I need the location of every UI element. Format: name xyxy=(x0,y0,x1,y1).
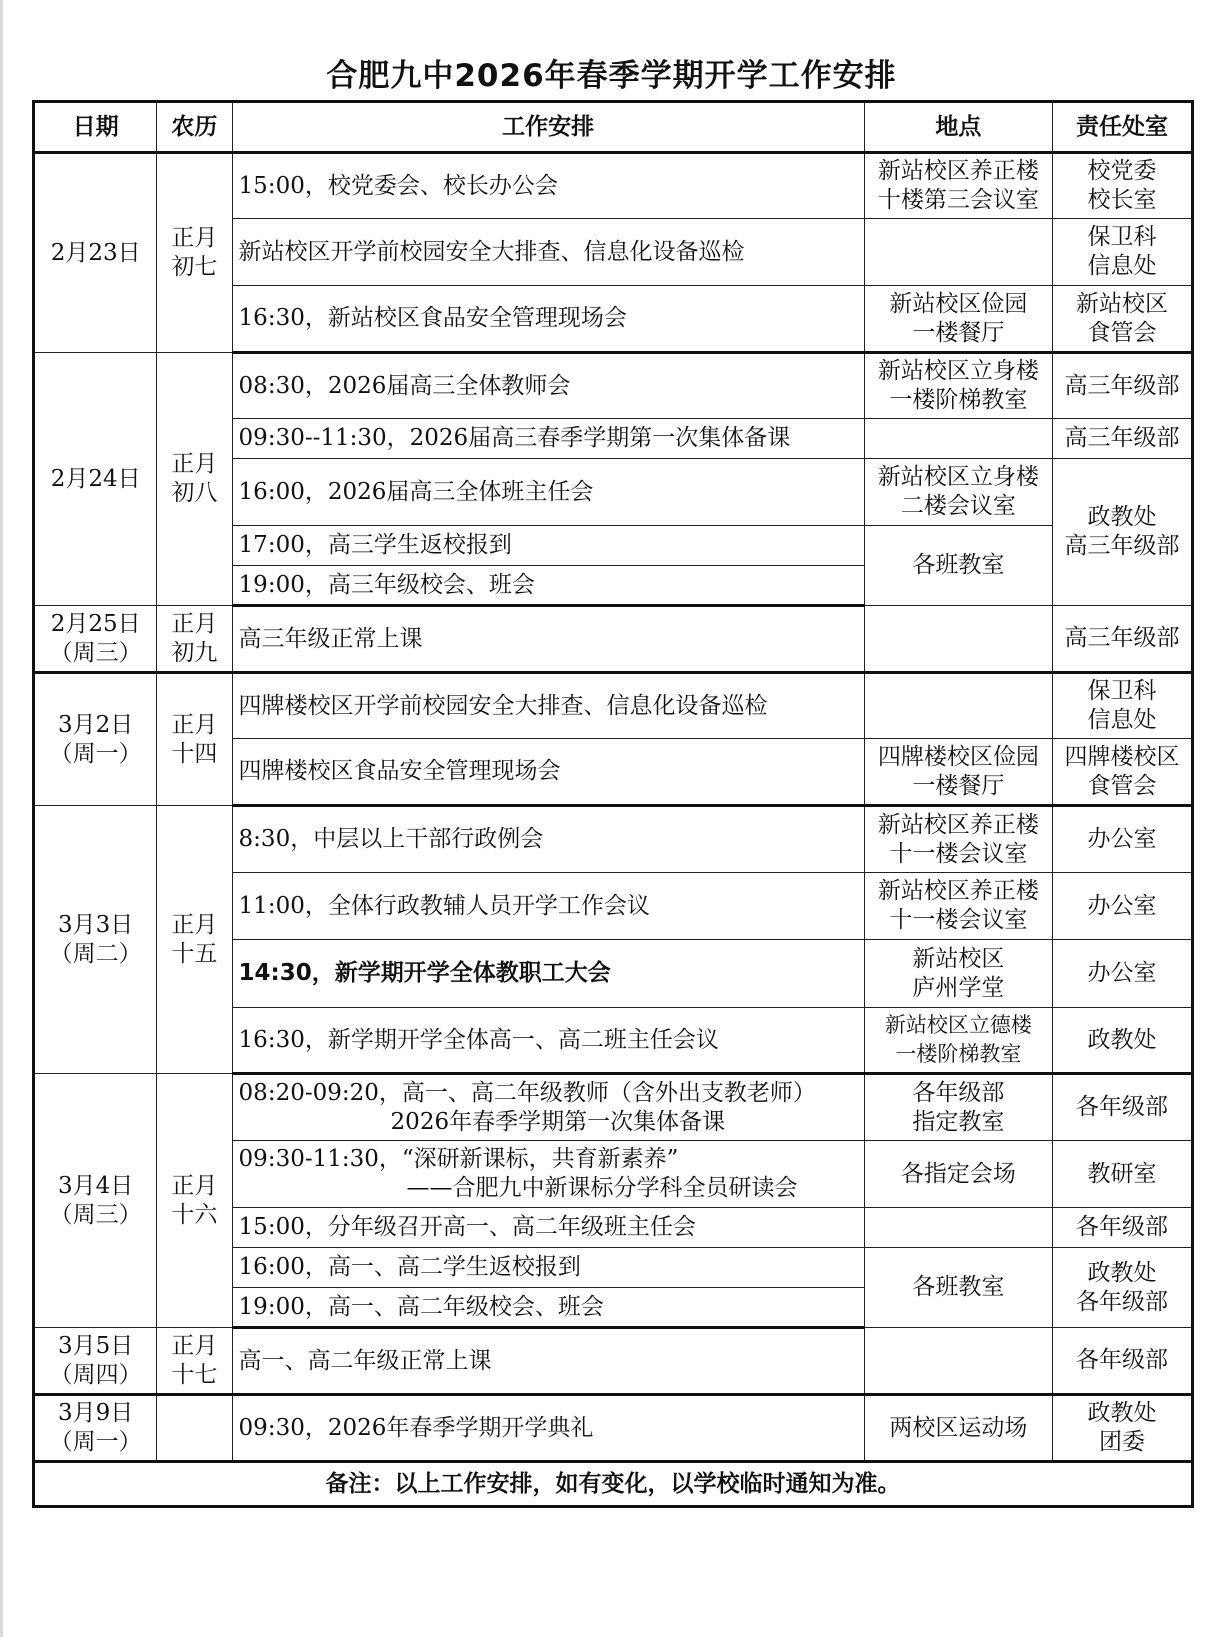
work-cell: 15:00，分年级召开高一、高二年级班主任会 xyxy=(232,1208,864,1248)
table-row xyxy=(34,153,1193,219)
date-cell: 3月2日 （周一） xyxy=(34,673,157,806)
lunar-cell: 正月 十四 xyxy=(157,673,232,806)
dept-cell: 各年级部 xyxy=(1052,1074,1192,1141)
table-row xyxy=(34,1328,1193,1395)
lunar-cell: 正月 十五 xyxy=(157,806,232,1074)
place-cell: 新站校区养正楼 十一楼会议室 xyxy=(864,806,1052,873)
date-cell: 3月9日 （周一） xyxy=(34,1395,157,1462)
header-place: 地点 xyxy=(864,102,1052,153)
work-cell: 08:30，2026届高三全体教师会 xyxy=(232,353,864,419)
place-cell: 新站校区俭园 一楼餐厅 xyxy=(864,286,1052,353)
place-cell: 新站校区养正楼 十一楼会议室 xyxy=(864,873,1052,940)
date-cell: 2月23日 xyxy=(34,153,157,353)
place-cell: 新站校区立身楼 二楼会议室 xyxy=(864,459,1052,526)
dept-cell: 办公室 xyxy=(1052,940,1192,1008)
place-cell: 两校区运动场 xyxy=(864,1395,1052,1462)
work-cell: 16:30，新站校区食品安全管理现场会 xyxy=(232,286,864,353)
table-row xyxy=(34,1395,1193,1462)
work-cell: 19:00，高一、高二年级校会、班会 xyxy=(232,1288,864,1328)
dept-cell: 教研室 xyxy=(1052,1141,1192,1208)
dept-cell: 各年级部 xyxy=(1052,1208,1192,1248)
place-cell: 新站校区养正楼 十楼第三会议室 xyxy=(864,153,1052,219)
place-cell xyxy=(864,419,1052,459)
dept-cell: 保卫科 信息处 xyxy=(1052,673,1192,739)
lunar-cell: 正月 初七 xyxy=(157,153,232,353)
dept-cell: 新站校区 食管会 xyxy=(1052,286,1192,353)
table-row xyxy=(34,806,1193,873)
date-cell: 3月4日 （周三） xyxy=(34,1074,157,1328)
work-cell: 15:00，校党委会、校长办公会 xyxy=(232,153,864,219)
header-date: 日期 xyxy=(34,102,157,153)
work-cell: 09:30-11:30，“深研新课标，共育新素养” ——合肥九中新课标分学科全员研读会 xyxy=(232,1141,864,1208)
work-cell: 高三年级正常上课 xyxy=(232,606,864,673)
place-cell: 四牌楼校区俭园 一楼餐厅 xyxy=(864,739,1052,806)
work-cell: 11:00，全体行政教辅人员开学工作会议 xyxy=(232,873,864,940)
dept-cell: 政教处 xyxy=(1052,1008,1192,1074)
lunar-cell: 正月 十七 xyxy=(157,1328,232,1395)
dept-cell: 政教处 团委 xyxy=(1052,1395,1192,1462)
dept-cell: 高三年级部 xyxy=(1052,353,1192,419)
schedule-table xyxy=(32,100,1194,1508)
date-cell: 3月3日 （周二） xyxy=(34,806,157,1074)
header-dept: 责任处室 xyxy=(1052,102,1192,153)
work-cell: 16:00，2026届高三全体班主任会 xyxy=(232,459,864,526)
work-cell: 8:30，中层以上干部行政例会 xyxy=(232,806,864,873)
lunar-cell: 正月 初九 xyxy=(157,606,232,673)
place-cell xyxy=(864,606,1052,673)
work-cell: 19:00，高三年级校会、班会 xyxy=(232,566,864,606)
place-cell xyxy=(864,1208,1052,1248)
work-cell: 16:00，高一、高二学生返校报到 xyxy=(232,1248,864,1288)
header-lunar: 农历 xyxy=(157,102,232,153)
lunar-cell xyxy=(157,1395,232,1462)
date-cell: 2月24日 xyxy=(34,353,157,606)
place-cell xyxy=(864,1328,1052,1395)
place-cell: 新站校区立身楼 一楼阶梯教室 xyxy=(864,353,1052,419)
dept-cell: 办公室 xyxy=(1052,806,1192,873)
dept-cell: 四牌楼校区 食管会 xyxy=(1052,739,1192,806)
table-row xyxy=(34,673,1193,739)
lunar-cell: 正月 初八 xyxy=(157,353,232,606)
work-cell: 09:30，2026年春季学期开学典礼 xyxy=(232,1395,864,1462)
place-cell xyxy=(864,219,1052,286)
date-cell: 2月25日 （周三） xyxy=(34,606,157,673)
place-cell: 新站校区 庐州学堂 xyxy=(864,940,1052,1008)
place-cell: 各班教室 xyxy=(864,526,1052,606)
scan-left-edge xyxy=(0,0,3,1637)
work-cell-highlight: 14:30，新学期开学全体教职工大会 xyxy=(232,940,864,1008)
table-row xyxy=(34,1074,1193,1141)
date-cell: 3月5日 （周四） xyxy=(34,1328,157,1395)
place-cell xyxy=(864,673,1052,739)
header-row xyxy=(34,102,1193,153)
work-cell: 新站校区开学前校园安全大排查、信息化设备巡检 xyxy=(232,219,864,286)
place-cell: 各指定会场 xyxy=(864,1141,1052,1208)
place-cell: 各年级部 指定教室 xyxy=(864,1074,1052,1141)
work-cell: 四牌楼校区食品安全管理现场会 xyxy=(232,739,864,806)
place-cell: 新站校区立德楼 一楼阶梯教室 xyxy=(864,1008,1052,1074)
place-cell: 各班教室 xyxy=(864,1248,1052,1328)
dept-cell: 各年级部 xyxy=(1052,1328,1192,1395)
work-cell: 高一、高二年级正常上课 xyxy=(232,1328,864,1395)
lunar-cell: 正月 十六 xyxy=(157,1074,232,1328)
table-row xyxy=(34,353,1193,419)
work-cell: 17:00，高三学生返校报到 xyxy=(232,526,864,566)
note-text: 备注：以上工作安排，如有变化，以学校临时通知为准。 xyxy=(34,1462,1193,1507)
work-cell: 16:30，新学期开学全体高一、高二班主任会议 xyxy=(232,1008,864,1074)
page-title: 合肥九中2026年春季学期开学工作安排 xyxy=(326,58,897,94)
dept-cell: 政教处 高三年级部 xyxy=(1052,459,1192,606)
dept-cell: 高三年级部 xyxy=(1052,606,1192,673)
table-row xyxy=(34,606,1193,673)
work-cell: 08:20-09:20，高一、高二年级教师（含外出支教老师） 2026年春季学期第一次集体备课 xyxy=(232,1074,864,1141)
dept-cell: 政教处 各年级部 xyxy=(1052,1248,1192,1328)
dept-cell: 保卫科 信息处 xyxy=(1052,219,1192,286)
dept-cell: 办公室 xyxy=(1052,873,1192,940)
work-cell: 四牌楼校区开学前校园安全大排查、信息化设备巡检 xyxy=(232,673,864,739)
dept-cell: 校党委 校长室 xyxy=(1052,153,1192,219)
work-cell: 09:30--11:30，2026届高三春季学期第一次集体备课 xyxy=(232,419,864,459)
note-row xyxy=(34,1462,1193,1507)
dept-cell: 高三年级部 xyxy=(1052,419,1192,459)
header-work: 工作安排 xyxy=(232,102,864,153)
